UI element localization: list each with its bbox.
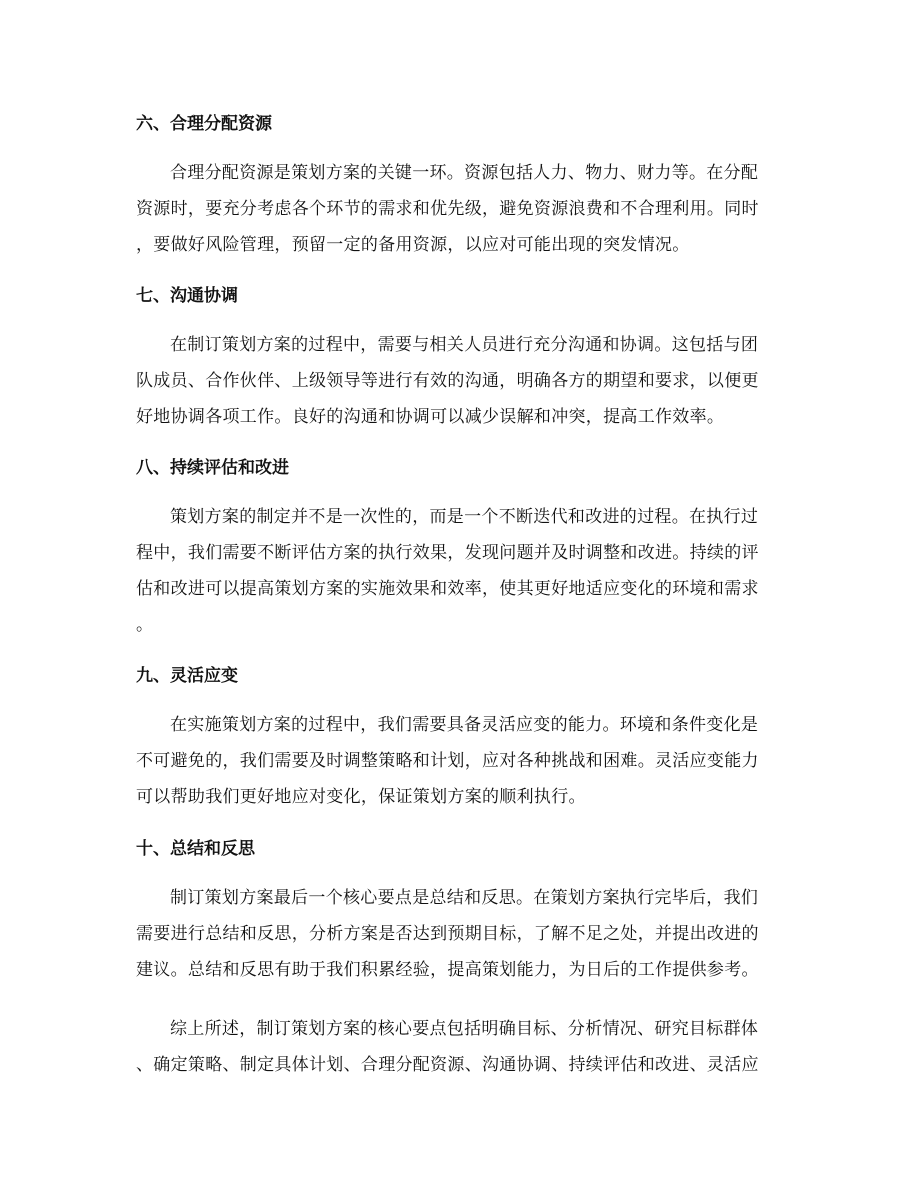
section-paragraph-summary-reflection <box>136 880 796 988</box>
paragraph-line: 程中，我们需要不断评估方案的执行效果，发现问题并及时调整和改进。持续的评 <box>136 543 759 563</box>
paragraph-line: 综上所述，制订策划方案的核心要点包括明确目标、分析情况、研究目标群体 <box>170 1019 759 1039</box>
paragraph-line: 需要进行总结和反思，分析方案是否达到预期目标，了解不足之处，并提出改进的 <box>136 924 759 944</box>
paragraph-line: 、确定策略、制定具体计划、合理分配资源、沟通协调、持续评估和改进、灵活应 <box>136 1055 759 1075</box>
paragraph-line: 在实施策划方案的过程中，我们需要具备灵活应变的能力。环境和条件变化是 <box>170 715 759 735</box>
section-heading-communication: 七、沟通协调 <box>136 286 238 306</box>
paragraph-line: 队成员、合作伙伴、上级领导等进行有效的沟通，明确各方的期望和要求，以便更 <box>136 371 759 391</box>
section-heading-summary-reflection: 十、总结和反思 <box>136 839 255 859</box>
section-heading-continuous-improvement: 八、持续评估和改进 <box>136 458 289 478</box>
paragraph-line: 合理分配资源是策划方案的关键一环。资源包括人力、物力、财力等。在分配 <box>170 163 759 183</box>
section-paragraph-continuous-improvement <box>136 499 796 643</box>
paragraph-line: 好地协调各项工作。良好的沟通和协调可以减少误解和冲突，提高工作效率。 <box>136 407 725 427</box>
section-heading-resource-allocation: 六、合理分配资源 <box>136 114 272 134</box>
paragraph-line: 不可避免的，我们需要及时调整策略和计划，应对各种挑战和困难。灵活应变能力 <box>136 751 759 771</box>
section-heading-flexibility: 九、灵活应变 <box>136 666 238 686</box>
paragraph-line: 在制订策划方案的过程中，需要与相关人员进行充分沟通和协调。这包括与团 <box>170 335 759 355</box>
paragraph-line: 。 <box>136 615 154 635</box>
section-paragraph-communication <box>136 327 796 435</box>
paragraph-line: 资源时，要充分考虑各个环节的需求和优先级，避免资源浪费和不合理利用。同时 <box>136 199 759 219</box>
paragraph-line: ，要做好风险管理，预留一定的备用资源，以应对可能出现的突发情况。 <box>136 235 690 255</box>
section-paragraph-resource-allocation <box>136 155 796 263</box>
section-paragraph-flexibility <box>136 707 796 815</box>
paragraph-line: 策划方案的制定并不是一次性的，而是一个不断迭代和改进的过程。在执行过 <box>170 507 759 527</box>
conclusion-paragraph <box>136 1011 796 1083</box>
paragraph-line: 估和改进可以提高策划方案的实施效果和效率，使其更好地适应变化的环境和需求 <box>136 579 759 599</box>
paragraph-line: 建议。总结和反思有助于我们积累经验，提高策划能力，为日后的工作提供参考。 <box>136 960 759 980</box>
paragraph-line: 可以帮助我们更好地应对变化，保证策划方案的顺利执行。 <box>136 787 586 807</box>
paragraph-line: 制订策划方案最后一个核心要点是总结和反思。在策划方案执行完毕后，我们 <box>170 888 759 908</box>
